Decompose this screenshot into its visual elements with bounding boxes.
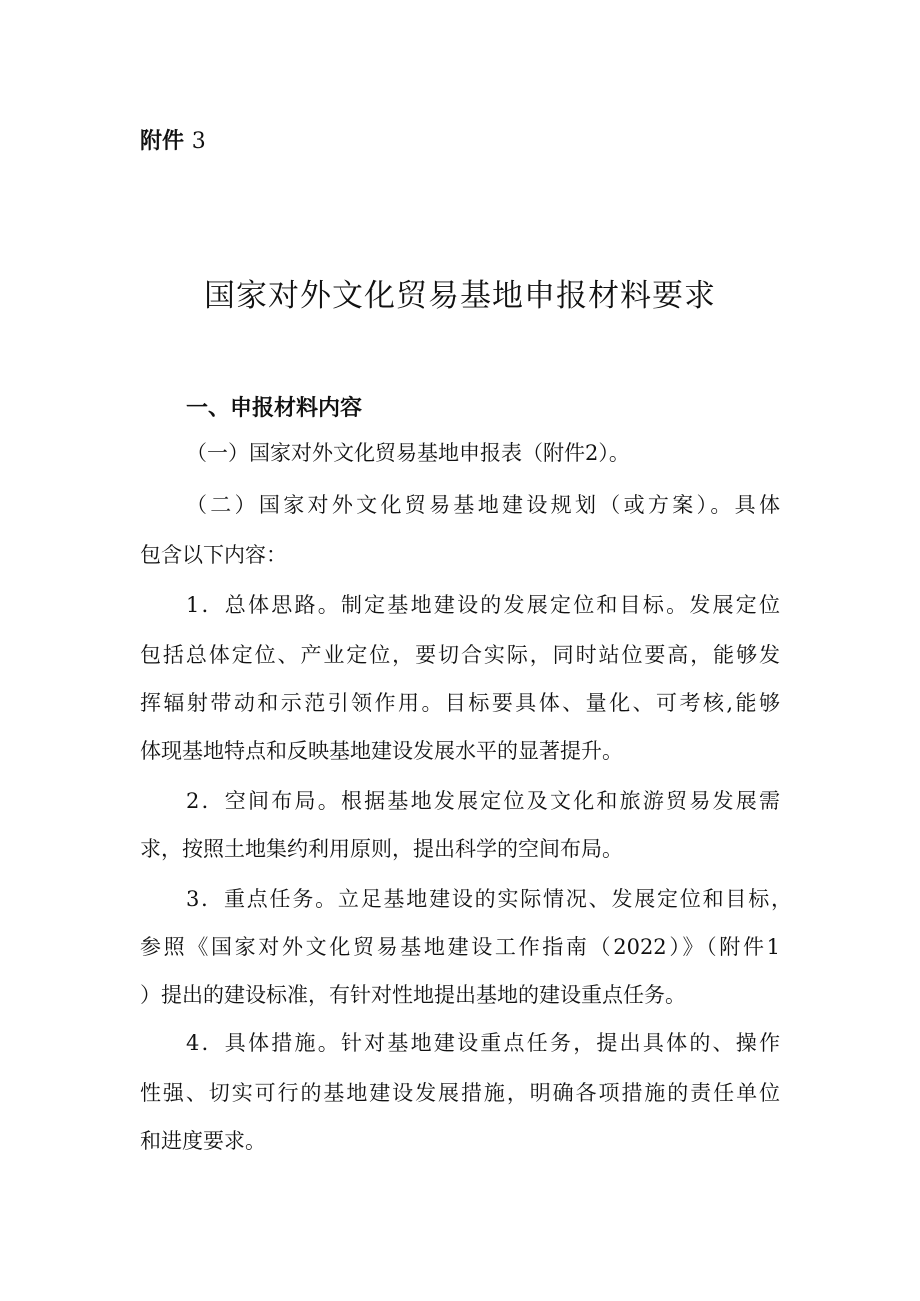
paragraph-line: 参照《国家对外文化贸易基地建设工作指南（2022）》（附件1 bbox=[140, 935, 780, 959]
document-title: 国家对外文化贸易基地申报材料要求 bbox=[204, 278, 716, 314]
paragraph-line: 1．总体思路。制定基地建设的发展定位和目标。发展定位 bbox=[186, 593, 780, 617]
attachment-label bbox=[140, 124, 206, 155]
paragraph-line: （一）国家对外文化贸易基地申报表（附件2）。 bbox=[186, 441, 630, 465]
section-heading: 一、申报材料内容 bbox=[186, 396, 363, 421]
paragraph-line: 求，按照土地集约利用原则，提出科学的空间布局。 bbox=[140, 837, 623, 861]
paragraph-line: 和进度要求。 bbox=[140, 1129, 266, 1153]
attachment-text: 附件 bbox=[140, 129, 185, 154]
paragraph-line: 挥辐射带动和示范引领作用。目标要具体、量化、可考核,能够 bbox=[140, 691, 780, 715]
paragraph-line: ）提出的建设标准，有针对性地提出基地的建设重点任务。 bbox=[140, 983, 686, 1007]
paragraph-line: 包括总体定位、产业定位，要切合实际，同时站位要高，能够发 bbox=[140, 643, 780, 667]
paragraph-line: 2．空间布局。根据基地发展定位及文化和旅游贸易发展需 bbox=[186, 789, 780, 813]
paragraph-line: 4．具体措施。针对基地建设重点任务，提出具体的、操作 bbox=[186, 1031, 780, 1055]
paragraph-line: 性强、切实可行的基地建设发展措施，明确各项措施的责任单位 bbox=[140, 1081, 780, 1105]
attachment-number: 3 bbox=[191, 129, 206, 154]
paragraph-line: 3．重点任务。立足基地建设的实际情况、发展定位和目标， bbox=[186, 887, 792, 911]
paragraph-line: （二）国家对外文化贸易基地建设规划（或方案）。具体 bbox=[186, 493, 780, 517]
paragraph-line: 体现基地特点和反映基地建设发展水平的显著提升。 bbox=[140, 739, 623, 763]
paragraph-line: 包含以下内容： bbox=[140, 543, 287, 567]
